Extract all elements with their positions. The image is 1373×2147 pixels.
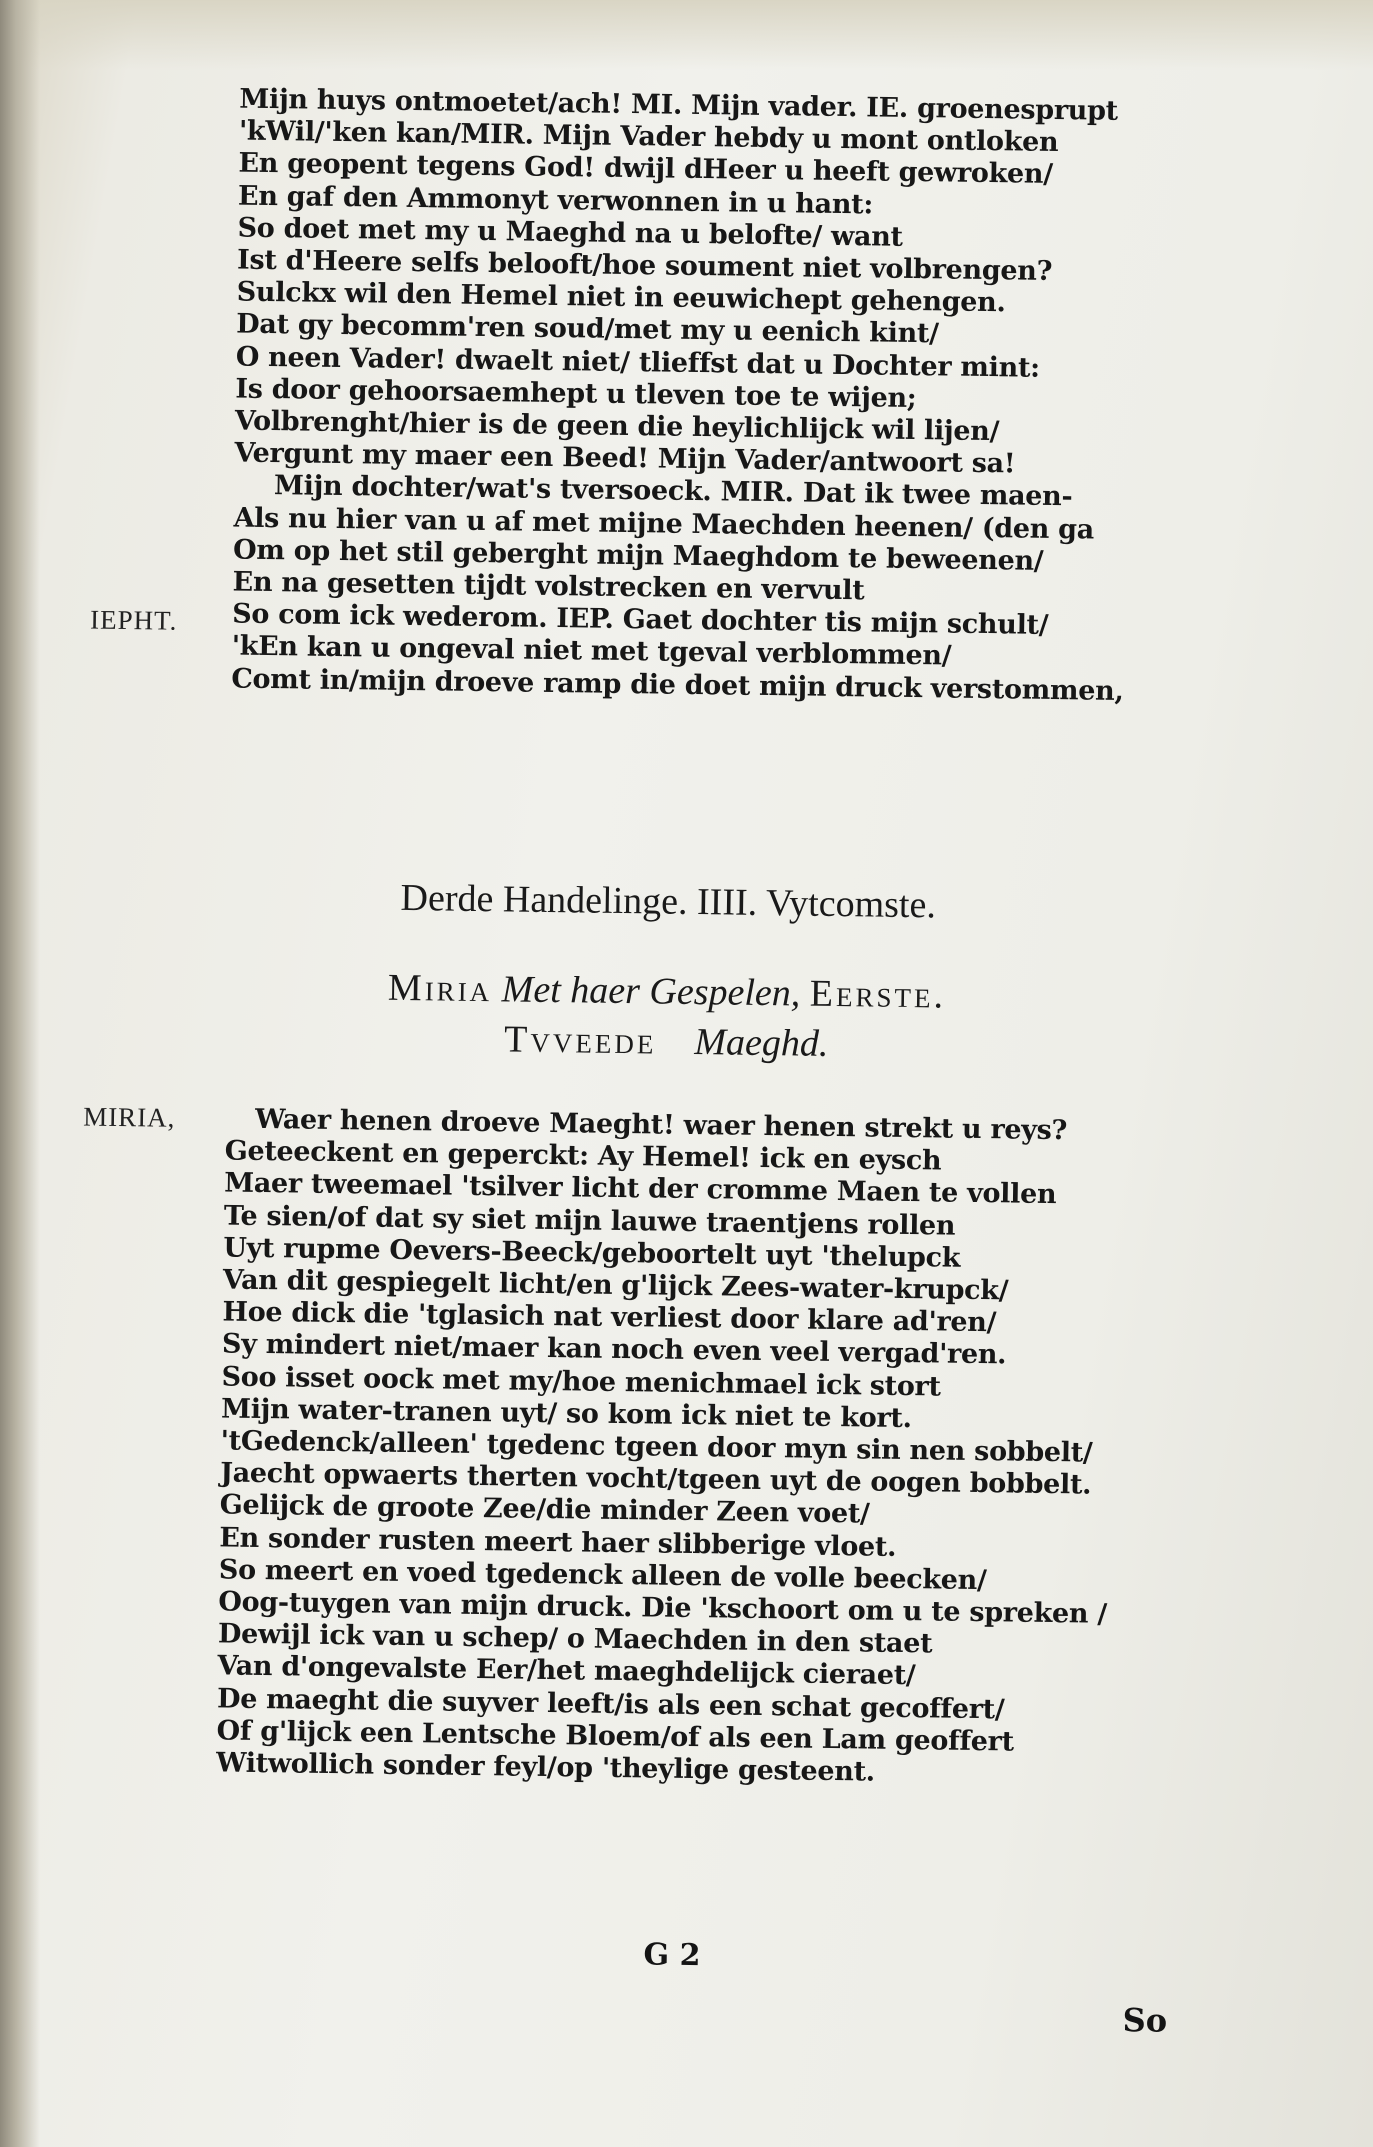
verse-line: So doet met my u Maeghd na u belofte/ want bbox=[237, 212, 903, 253]
scene-heading: Derde Handelinge. IIII. Vytcomste. bbox=[400, 876, 937, 927]
binding-gutter-shadow bbox=[0, 0, 40, 2147]
verse-line: So meert en voed tgedenck alleen de volle beecken/ bbox=[218, 1554, 987, 1596]
character-note: Maeghd. bbox=[694, 1021, 829, 1065]
verse-line: Jaecht opwaerts therten vocht/tgeen uyt de oogen bobbelt. bbox=[220, 1457, 1092, 1501]
verse-line: So com ick wederom. IEP. Gaet dochter tis mijn schult/ bbox=[231, 598, 1049, 642]
verse-line: Comt in/mijn droeve ramp die doet mijn druck verstommen, bbox=[231, 663, 1124, 707]
verse-line: 'kWil/'ken kan/MIR. Mijn Vader hebdy u mont ontloken bbox=[238, 115, 1059, 159]
verse-line: 'tGedenck/alleen' tgedenc tgeen door myn sin nen sobbelt/ bbox=[220, 1425, 1093, 1469]
verse-line: Mijn dochter/wat's tversoeck. MIR. Dat ik twee maen- bbox=[273, 470, 1073, 513]
verse-line: Vergunt my maer een Beed! Mijn Vader/antwoort sa! bbox=[234, 437, 1016, 480]
printed-page bbox=[41, 51, 1330, 2128]
verse-line: Maer tweemael 'tsilver licht der cromme Maen te vollen bbox=[224, 1167, 1057, 1211]
verse-line: Soo isset oock met my/hoe menichmael ick stort bbox=[221, 1361, 941, 1403]
verse-line: Gelijck de groote Zee/die minder Zeen voet/ bbox=[219, 1489, 870, 1530]
speaker-label-miria: MIRIA, bbox=[82, 1101, 176, 1133]
signature-mark: G 2 bbox=[643, 1937, 701, 1974]
verse-line: Dat gy becomm'ren soud/met my u eenich kint/ bbox=[236, 308, 939, 350]
verse-block-dialogue bbox=[231, 84, 1279, 710]
character-role: Tvveede bbox=[503, 1018, 657, 1063]
verse-line: Als nu hier van u af met mijne Maechden heenen/ (den ga bbox=[233, 502, 1095, 546]
verse-line: Dewijl ick van u schep/ o Maechden in den staet bbox=[217, 1618, 933, 1660]
verse-line: Om op het stil geberght mijn Maeghdom te beweenen/ bbox=[232, 534, 1044, 577]
verse-line: Van d'ongevalste Eer/het maeghdelijck cieraet/ bbox=[217, 1650, 916, 1692]
verse-line: En geopent tegens God! dwijl dHeer u heeft gewroken/ bbox=[238, 147, 1054, 191]
characters-heading-second bbox=[56, 1011, 1276, 1072]
verse-line: Hoe dick die 'tglasich nat verliest door klare ad'ren/ bbox=[222, 1296, 997, 1339]
verse-line: Of g'lijck een Lentsche Bloem/of als een Lam geoffert bbox=[216, 1715, 1014, 1758]
verse-line: Sy mindert niet/maer kan noch even veel vergad'ren. bbox=[221, 1328, 1007, 1371]
verse-block-monologue bbox=[216, 1103, 1265, 1794]
verse-line: Sulckx wil den Hemel niet in eeuwichept gehengen. bbox=[236, 276, 1006, 319]
verse-line: De maeght die suyver leeft/is als een schat gecoffert/ bbox=[216, 1683, 1005, 1726]
verse-line: Waer henen droeve Maeght! waer henen strekt u reys? bbox=[254, 1103, 1068, 1147]
verse-line: Mijn huys ontmoetet/ach! MI. Mijn vader. IE. groenesprupt bbox=[239, 83, 1119, 127]
verse-line: En sonder rusten meert haer slibberige vloet. bbox=[219, 1522, 897, 1563]
verse-line: Uyt rupme Oevers-Beeck/geboortelt uyt 'thelupck bbox=[223, 1232, 961, 1274]
catchword: So bbox=[1122, 2001, 1168, 2040]
verse-line: Oog-tuygen van mijn druck. Die 'kschoort om u te spreken / bbox=[218, 1586, 1108, 1630]
verse-line: O neen Vader! dwaelt niet/ tlieffst dat u Dochter mint: bbox=[235, 341, 1041, 384]
verse-line: En gaf den Ammonyt verwonnen in u hant: bbox=[237, 180, 874, 221]
verse-line: Van dit gespiegelt licht/en g'lijck Zees-water-krupck/ bbox=[222, 1264, 1009, 1307]
verse-line: Is door gehoorsaemhept u tleven toe te wijen; bbox=[235, 373, 917, 414]
verse-line: 'kEn kan u ongeval niet met tgeval verblommen/ bbox=[231, 630, 952, 673]
speaker-label-iepht: IEPHT. bbox=[89, 604, 178, 636]
verse-line: Witwollich sonder feyl/op 'theylige gesteent. bbox=[215, 1747, 876, 1788]
verse-line: Volbrenght/hier is de geen die heylichlijck wil lijen/ bbox=[234, 405, 1000, 448]
character-role: Eerste. bbox=[809, 972, 947, 1017]
verse-line: Geteeckent en geperckt: Ay Hemel! ick en eysch bbox=[224, 1135, 942, 1177]
character-name: Miria bbox=[387, 966, 493, 1011]
character-note: Met haer Gespelen, bbox=[501, 968, 801, 1015]
verse-line: Ist d'Heere selfs belooft/hoe soument niet volbrengen? bbox=[236, 244, 1053, 287]
verse-line: Te sien/of dat sy siet mijn lauwe traentjens rollen bbox=[223, 1200, 956, 1242]
verse-line: En na gesetten tijdt volstrecken en vervult bbox=[232, 566, 865, 607]
verse-line: Mijn water-tranen uyt/ so kom ick niet te kort. bbox=[220, 1393, 912, 1434]
